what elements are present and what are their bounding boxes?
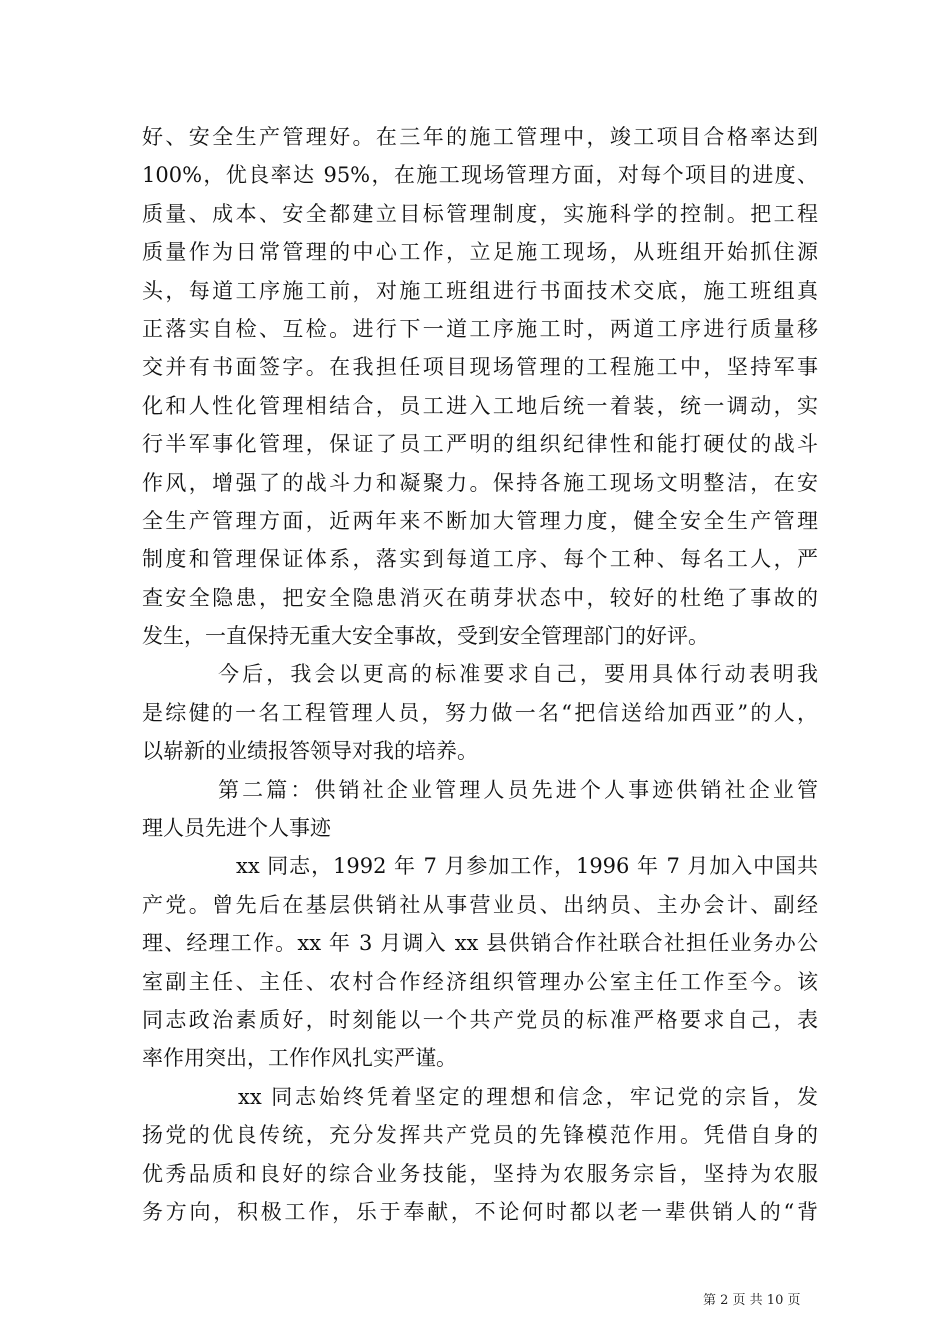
- heading-line: 第二篇：供销社企业管理人员先进个人事迹供销社企业管: [218, 777, 818, 802]
- text-line: 室副主任、主任、农村合作经济组织管理办公室主任工作至今。该: [142, 969, 818, 994]
- text-line: 扬党的优良传统，充分发挥共产党员的先锋模范作用。凭借自身的: [142, 1123, 818, 1148]
- text-line: 以崭新的业绩报答领导对我的培养。: [142, 739, 478, 764]
- paragraph-site-management: [142, 118, 818, 655]
- paragraph-profile: [142, 847, 818, 1077]
- text-line: 率作用突出，工作作风扎实严谨。: [142, 1046, 457, 1071]
- paragraph-future-commitment: [142, 655, 818, 770]
- text-line: 产党。曾先后在基层供销社从事营业员、出纳员、主办会计、副经: [142, 892, 818, 917]
- text-line: xx 同志始终凭着坚定的理想和信念，牢记党的宗旨，发: [238, 1084, 818, 1109]
- text-line: 务方向，积极工作，乐于奉献，不论何时都以老一辈供销人的“背: [142, 1199, 818, 1224]
- text-line: 质量作为日常管理的中心工作，立足施工现场，从班组开始抓住源: [142, 240, 818, 265]
- text-line: 质量、成本、安全都建立目标管理制度，实施科学的控制。把工程: [142, 201, 818, 226]
- text-line: 同志政治素质好，时刻能以一个共产党员的标准严格要求自己，表: [142, 1007, 818, 1032]
- text-line: 查安全隐患，把安全隐患消灭在萌芽状态中，较好的杜绝了事故的: [142, 585, 818, 610]
- text-line: 作风，增强了的战斗力和凝聚力。保持各施工现场文明整洁，在安: [142, 470, 818, 495]
- text-line: 行半军事化管理，保证了员工严明的组织纪律性和能打硬仗的战斗: [142, 432, 818, 457]
- heading-line: 理人员先进个人事迹: [142, 816, 331, 841]
- document-body: [142, 118, 818, 1231]
- text-line: 优秀品质和良好的综合业务技能，坚持为农服务宗旨，坚持为农服: [142, 1161, 818, 1186]
- text-line: 头，每道工序施工前，对施工班组进行书面技术交底，施工班组真: [142, 278, 818, 303]
- text-line: 制度和管理保证体系，落实到每道工序、每个工种、每名工人，严: [142, 547, 818, 572]
- section-heading: [142, 771, 818, 848]
- text-line: 正落实自检、互检。进行下一道工序施工时，两道工序进行质量移: [142, 316, 818, 341]
- text-line: 好、安全生产管理好。在三年的施工管理中，竣工项目合格率达到: [142, 125, 818, 149]
- text-line: 交并有书面签字。在我担任项目现场管理的工程施工中，坚持军事: [142, 355, 818, 380]
- text-line: 全生产管理方面，近两年来不断加大管理力度，健全安全生产管理: [142, 508, 818, 533]
- text-line: 今后，我会以更高的标准要求自己，要用具体行动表明我: [218, 662, 818, 687]
- text-line: 化和人性化管理相结合，员工进入工地后统一着装，统一调动，实: [142, 393, 818, 418]
- text-line: 发生，一直保持无重大安全事故，受到安全管理部门的好评。: [142, 624, 709, 649]
- text-line: 是综健的一名工程管理人员，努力做一名“把信送给加西亚”的人，: [142, 700, 818, 725]
- text-line: 理、经理工作。xx 年 3 月调入 xx 县供销合作社联合社担任业务办公: [142, 931, 818, 956]
- page-number-footer: 第 2 页 共 10 页: [703, 1293, 801, 1308]
- paragraph-ideals: [142, 1078, 818, 1232]
- text-line: 100%，优良率达 95%，在施工现场管理方面，对每个项目的进度、: [142, 163, 818, 188]
- text-line: xx 同志，1992 年 7 月参加工作，1996 年 7 月加入中国共: [236, 854, 818, 879]
